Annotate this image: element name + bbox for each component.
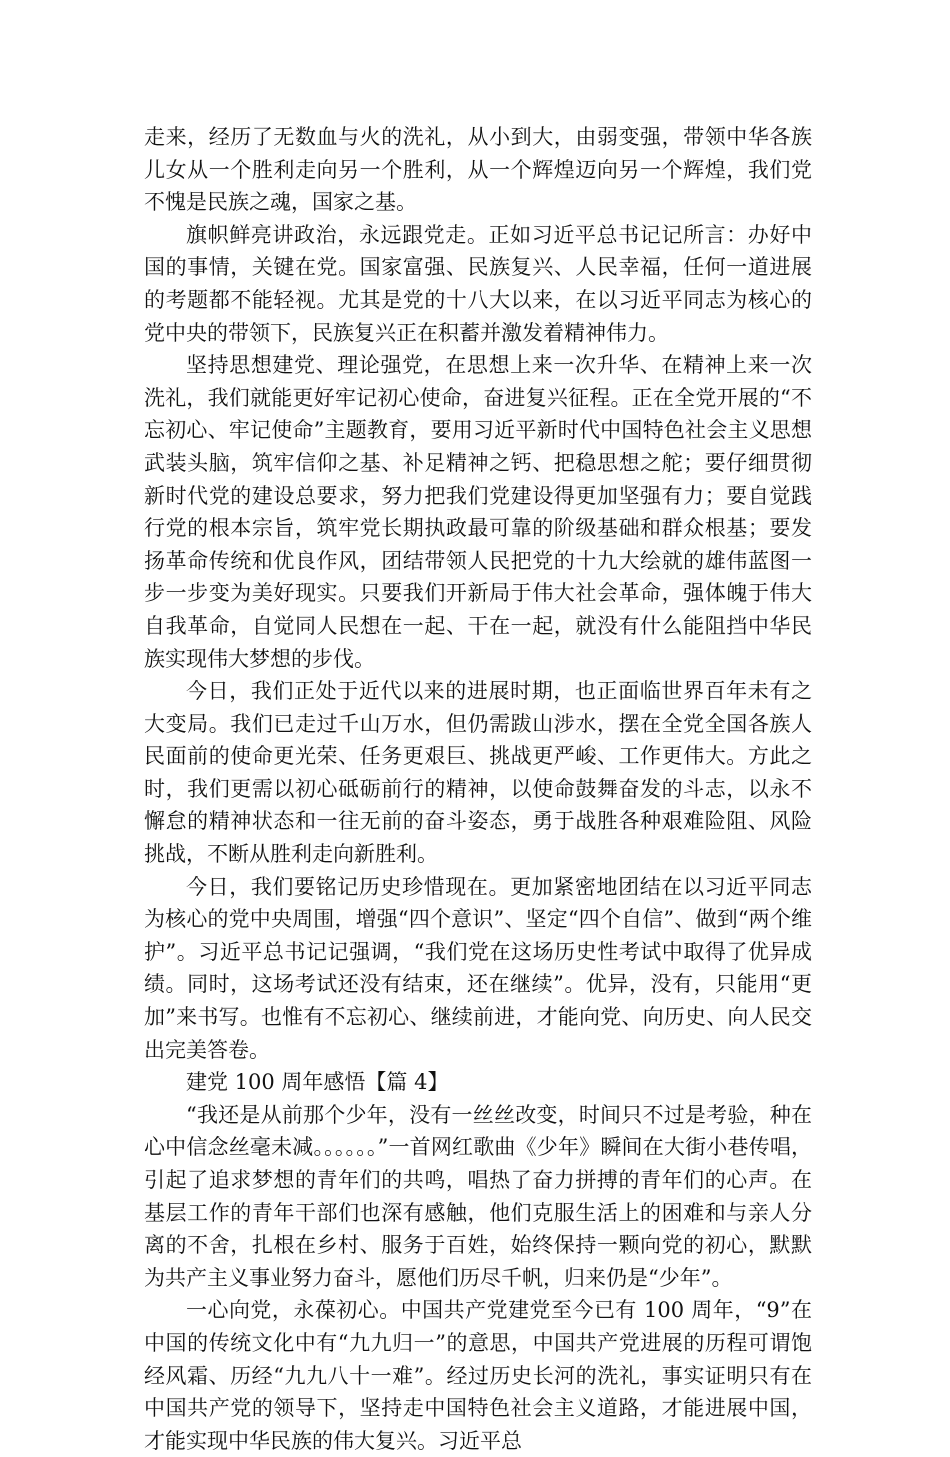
- paragraph-1: 走来，经历了无数血与火的洗礼，从小到大，由弱变强，带领中华各族儿女从一个胜利走向另一个胜利，从一个辉煌迈向另一个辉煌，我们党不愧是民族之魂，国家之基。: [144, 125, 812, 215]
- paragraph-4: 今日，我们正处于近代以来的进展时期，也正面临世界百年未有之大变局。我们已走过千山万水，但仍需跋山涉水，摆在全党全国各族人民面前的使命更光荣、任务更艰巨、挑战更严峻、工作更伟大。方此之时，我们更需以初心砥砺前行的精神，以使命鼓舞奋发的斗志，以永不懈怠的精神状态和一往无前的奋斗姿态，勇于战胜各种艰难险阻、风险挑战，不断从胜利走向新胜利。: [144, 679, 812, 867]
- paragraph-6: “我还是从前那个少年，没有一丝丝改变，时间只不过是考验，种在心中信念丝毫未减。。。。。。”一首网红歌曲《少年》瞬间在大街小巷传唱，引起了追求梦想的青年们的共鸣，唱热了奋力拼搏的青年们的心声。在基层工作的青年干部们也深有感触，他们克服生活上的困难和与亲人分离的不舍，扎根在乡村、服务于百姓，始终保持一颗向党的初心，默默为共产主义事业努力奋斗，愿他们历尽千帆，归来仍是“少年”。: [144, 1102, 812, 1290]
- paragraph-2: 旗帜鲜亮讲政治，永远跟党走。正如习近平总书记记所言：办好中国的事情，关键在党。国家富强、民族复兴、人民幸福，任何一道进展的考题都不能轻视。尤其是党的十八大以来，在以习近平同志为核心的党中央的带领下，民族复兴正在积蓄并激发着精神伟力。: [144, 222, 812, 345]
- paragraph-7: 一心向党，永葆初心。中国共产党建党至今已有 100 周年，“9”在中国的传统文化中有“九九归一”的意思，中国共产党进展的历程可谓饱经风霜、历经“九九八十一难”。经过历史长河的洗礼，事实证明只有在中国共产党的领导下，坚持走中国特色社会主义道路，才能进展中国，才能实现中华民族的伟大复兴。习近平总: [144, 1298, 812, 1453]
- paragraph-3: 坚持思想建党、理论强党，在思想上来一次升华、在精神上来一次洗礼，我们就能更好牢记初心使命，奋进复兴征程。正在全党开展的“不忘初心、牢记使命”主题教育，要用习近平新时代中国特色社会主义思想武装头脑，筑牢信仰之基、补足精神之钙、把稳思想之舵；要仔细贯彻新时代党的建设总要求，努力把我们党建设得更加坚强有力；要自觉践行党的根本宗旨，筑牢党长期执政最可靠的阶级基础和群众根基；要发扬革命传统和优良作风，团结带领人民把党的十九大绘就的雄伟蓝图一步一步变为美好现实。只要我们开新局于伟大社会革命，强体魄于伟大自我革命，自觉同人民想在一起、干在一起，就没有什么能阻挡中华民族实现伟大梦想的步伐。: [144, 353, 812, 671]
- section-heading: 建党 100 周年感悟【篇 4】: [186, 1070, 449, 1095]
- document-body: [144, 121, 812, 1457]
- paragraph-5: 今日，我们要铭记历史珍惜现在。更加紧密地团结在以习近平同志为核心的党中央周围，增强“四个意识”、坚定“四个自信”、做到“两个维护”。习近平总书记记强调，“我们党在这场历史性考试中取得了优异成绩。同时，这场考试还没有结束，还在继续”。优异，没有，只能用“更加”来书写。也惟有不忘初心、继续前进，才能向党、向历史、向人民交出完美答卷。: [144, 874, 812, 1062]
